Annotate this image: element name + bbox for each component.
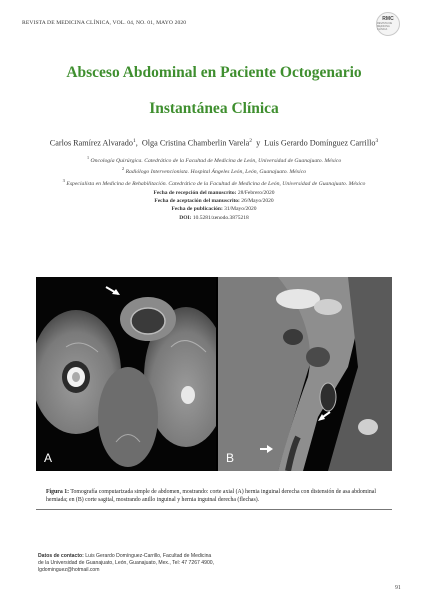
affiliation-text: Radiólogo Intervencionista. Hospital Ángeles León, León, Guanajuato. México (125, 169, 307, 176)
logo-sub-text: REVISTA DE MEDICINA CLÍNICA (377, 22, 393, 31)
figure-caption (46, 488, 386, 504)
article-type: Instantánea Clínica (149, 100, 279, 117)
caption-label: Figura 1: (46, 489, 70, 495)
affiliation-num: 1 (86, 155, 90, 160)
panel-a-label: A (44, 451, 53, 465)
contact-label: Datos de contacto: (38, 553, 84, 559)
ct-axial-image (36, 277, 216, 471)
author-name: Carlos Ramírez Alvarado (49, 138, 133, 148)
author-separator: y (252, 138, 265, 148)
journal-logo (376, 12, 400, 36)
date-label: Fecha de publicación: (171, 206, 223, 213)
date-value: 28/Febrero/2020 (237, 190, 275, 196)
date-line (0, 197, 428, 205)
author-name: Luis Gerardo Domínguez Carrillo (264, 138, 376, 148)
date-label: Fecha de recepción del manuscrito: (153, 190, 237, 196)
divider (36, 509, 392, 510)
caption-text: Tomografía computarizada simple de abdomen, mostrando: corte axial (A) hernia inguinal derecha con distensión de asa abdominal herniada; en (B) corte sagital, mostrando anillo inguinal y hernia inguinal derecha (flechas). (46, 489, 376, 504)
page-number: 91 (395, 585, 401, 591)
panel-b-label: B (226, 451, 235, 465)
author-sup: 3 (375, 138, 379, 144)
journal-header: REVISTA DE MEDICINA CLÍNICA, VOL. 04, NO. 01, MAYO 2020 (22, 20, 187, 26)
date-label: DOI: (179, 214, 192, 221)
author-sup: 2 (249, 138, 253, 144)
affiliation-text: Especialista en Medicina de Rehabilitación. Catedrático de la Facultad de Medicina de León, Universidad de Guanajuato. México (66, 180, 366, 187)
author-separator: , (135, 138, 142, 148)
ct-sagittal-drawing (218, 277, 392, 471)
date-value: 31/Mayo/2020 (224, 206, 257, 213)
author-name: Olga Cristina Chamberlin Varela (141, 138, 250, 148)
date-value: 26/Mayo/2020 (241, 198, 274, 205)
affiliation-item (0, 154, 428, 165)
ct-figure (36, 277, 392, 471)
affiliations (0, 154, 428, 188)
affiliation-item (0, 165, 428, 176)
date-value: 10.5281/zenodo.3875218 (192, 214, 249, 221)
ct-sagittal-image (218, 277, 392, 471)
logo-main-text: RMC (382, 16, 394, 22)
contact-info (38, 553, 218, 574)
date-line (0, 205, 428, 213)
affiliation-item (0, 177, 428, 188)
article-title: Absceso Abdominal en Paciente Octogenario (66, 64, 362, 81)
date-line (0, 189, 428, 197)
affiliation-num: 3 (62, 177, 65, 183)
affiliation-text: Oncología Quirúrgica. Catedrático de la Facultad de Medicina de León, Universidad de Guanajuato. México (90, 157, 342, 164)
ct-axial-drawing (36, 277, 216, 471)
affiliation-num: 2 (121, 166, 125, 172)
author-sup: 1 (132, 138, 136, 144)
date-line (0, 214, 428, 222)
contact-text: Luis Gerardo Domínguez-Carrillo, Facultad de Medicina de la Universidad de Guanajuato, León, Guanajuato, Mex., Tel: 47 7267 4900, lgdominguez@hotmail.com (38, 553, 215, 573)
author-list (0, 138, 428, 148)
manuscript-dates (0, 189, 428, 222)
date-label: Fecha de aceptación del manuscrito: (154, 198, 240, 205)
